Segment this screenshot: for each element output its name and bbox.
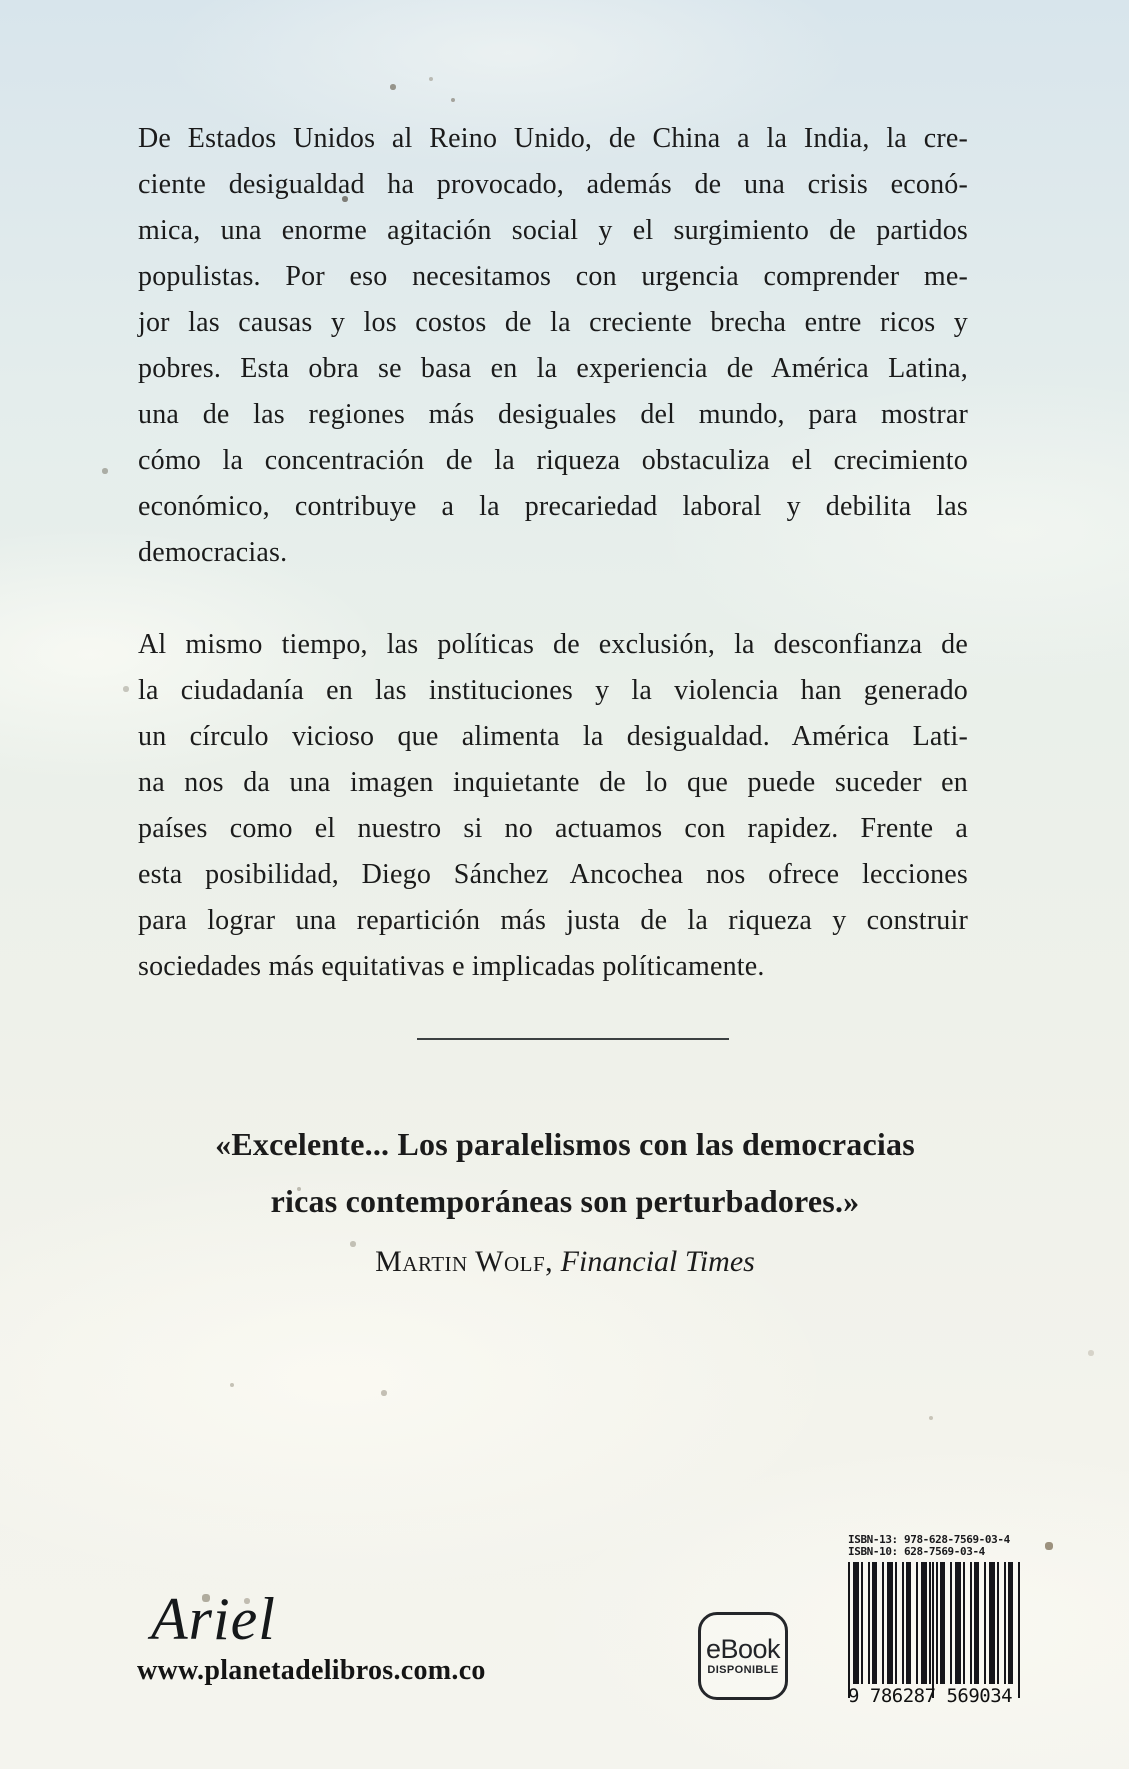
- barcode-guard-bar: [1018, 1562, 1020, 1698]
- synopsis-paragraph-1: [138, 116, 968, 576]
- quote-attribution: [150, 1242, 980, 1282]
- text-line: jor las causas y los costos de la creciente brecha entre ricos y: [138, 307, 968, 338]
- isbn13-label: ISBN-13: 978-628-7569-03-4: [848, 1533, 1010, 1546]
- text-line: para lograr una repartición más justa de la riqueza y construir: [138, 905, 968, 936]
- barcode-number: 9 786287 569034: [848, 1685, 1013, 1707]
- scan-speckles: [0, 0, 2, 2]
- isbn10-label: ISBN-10: 628-7569-03-4: [848, 1545, 985, 1558]
- review-source: Financial Times: [560, 1245, 755, 1278]
- publisher-website: www.planetadelibros.com.co: [137, 1655, 486, 1686]
- quote-text: «Excelente... Los paralelismos con las democracias: [215, 1126, 915, 1162]
- text-line: sociedades más equitativas e implicadas políticamente.: [138, 951, 765, 982]
- ebook-badge-subtitle: DISPONIBLE: [707, 1664, 779, 1676]
- text-line: pobres. Esta obra se basa en la experiencia de América Latina,: [138, 353, 968, 384]
- ean13-barcode: [848, 1562, 1020, 1708]
- isbn-block: [848, 1534, 1020, 1708]
- text-line: Al mismo tiempo, las políticas de exclusión, la desconfianza de: [138, 629, 968, 660]
- review-quote: [150, 1116, 980, 1282]
- text-line: la ciudadanía en las instituciones y la violencia han generado: [138, 675, 968, 706]
- barcode-bars: [848, 1562, 1020, 1684]
- barcode-guard-bar: [932, 1562, 934, 1698]
- text-line: esta posibilidad, Diego Sánchez Ancochea nos ofrece lecciones: [138, 859, 968, 890]
- text-line: De Estados Unidos al Reino Unido, de China a la India, la cre-: [138, 123, 968, 154]
- ebook-badge-title: eBook: [705, 1634, 781, 1664]
- text-line: na nos da una imagen inquietante de lo que puede suceder en: [138, 767, 968, 798]
- text-line: países como el nuestro si no actuamos con rapidez. Frente a: [138, 813, 968, 844]
- quote-text: ricas contemporáneas son perturbadores.»: [270, 1183, 860, 1219]
- ebook-available-badge: [698, 1612, 788, 1700]
- text-line: cómo la concentración de la riqueza obstaculiza el crecimiento: [138, 445, 968, 476]
- synopsis-paragraph-2: [138, 622, 968, 990]
- publisher-logo: Ariel: [151, 1586, 276, 1652]
- text-line: un círculo vicioso que alimenta la desigualdad. América Lati-: [138, 721, 968, 752]
- barcode-guard-bar: [848, 1562, 850, 1698]
- text-line: populistas. Por eso necesitamos con urgencia comprender me-: [138, 261, 968, 292]
- text-line: ciente desigualdad ha provocado, además de una crisis econó-: [138, 169, 968, 200]
- text-line: económico, contribuye a la precariedad laboral y debilita las: [138, 491, 968, 522]
- synopsis: [138, 116, 968, 1036]
- reviewer-name: Martin Wolf,: [375, 1245, 554, 1278]
- text-line: democracias.: [138, 537, 288, 568]
- publisher-block: [137, 1588, 486, 1688]
- text-line: mica, una enorme agitación social y el surgimiento de partidos: [138, 215, 968, 246]
- divider-rule: [417, 1038, 729, 1040]
- text-line: una de las regiones más desiguales del mundo, para mostrar: [138, 399, 968, 430]
